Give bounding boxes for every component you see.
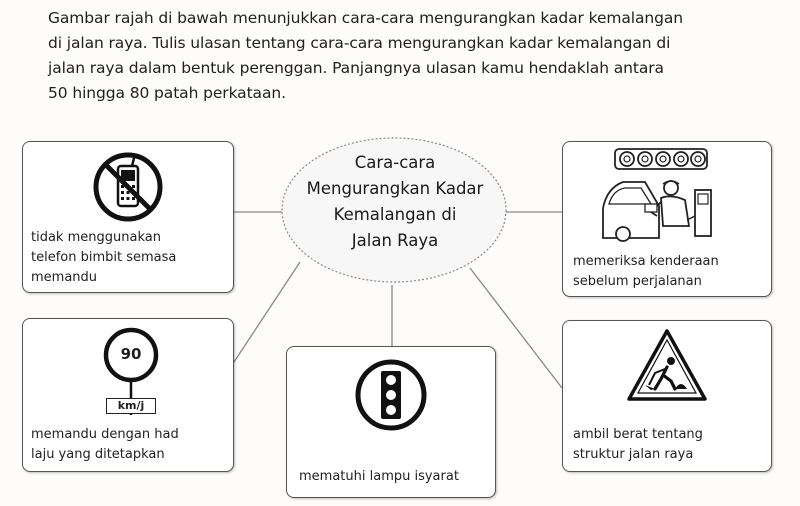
card-road-work-line-2: struktur jalan raya	[573, 447, 694, 462]
card-speed-limit	[22, 318, 234, 472]
card-traffic-light-line-1: mematuhi lampu isyarat	[299, 469, 459, 484]
center-title-line-1: Cara-cara	[354, 153, 436, 172]
card-road-work	[562, 320, 772, 472]
instructions-line-2: di jalan raya. Tulis ulasan tentang cara-cara mengurangkan kadar kemalangan di	[48, 34, 671, 52]
card-traffic-light	[286, 346, 496, 498]
road-work-sign-icon	[625, 327, 709, 403]
traffic-light-icon	[353, 357, 429, 433]
card-road-work-line-1: ambil berat tentang	[573, 427, 703, 442]
card-traffic-light-text	[299, 467, 459, 487]
center-title-line-3: Kemalangan di	[333, 205, 457, 224]
card-no-phone-line-2: telefon bimbit semasa	[31, 250, 177, 265]
center-title-line-4: Jalan Raya	[351, 231, 439, 250]
card-inspect-vehicle-text	[573, 252, 719, 292]
card-no-phone	[22, 141, 234, 293]
center-title-line-2: Mengurangkan Kadar	[306, 179, 484, 198]
no-phone-icon	[91, 150, 165, 224]
card-inspect-vehicle	[562, 141, 772, 297]
center-title	[282, 150, 508, 254]
card-inspect-vehicle-line-2: sebelum perjalanan	[573, 274, 702, 289]
instructions-line-4: 50 hingga 80 patah perkataan.	[48, 84, 286, 102]
card-no-phone-text	[31, 228, 176, 288]
instructions-line-1: Gambar rajah di bawah menunjukkan cara-cara mengurangkan kadar kemalangan	[48, 9, 683, 27]
speed-limit-unit: km/j	[106, 398, 156, 414]
speed-limit-value: 90	[120, 345, 142, 363]
card-speed-limit-line-2: laju yang ditetapkan	[31, 447, 165, 462]
card-no-phone-line-1: tidak menggunakan	[31, 230, 161, 245]
card-no-phone-line-3: memandu	[31, 270, 98, 285]
card-speed-limit-line-1: memandu dengan had	[31, 427, 179, 442]
card-inspect-vehicle-line-1: memeriksa kenderaan	[573, 254, 719, 269]
card-speed-limit-text	[31, 425, 179, 465]
card-road-work-text	[573, 425, 703, 465]
instructions-line-3: jalan raya dalam bentuk perenggan. Panjangnya ulasan kamu hendaklah antara	[48, 59, 664, 77]
mechanic-inspecting-car-icon	[601, 146, 721, 246]
